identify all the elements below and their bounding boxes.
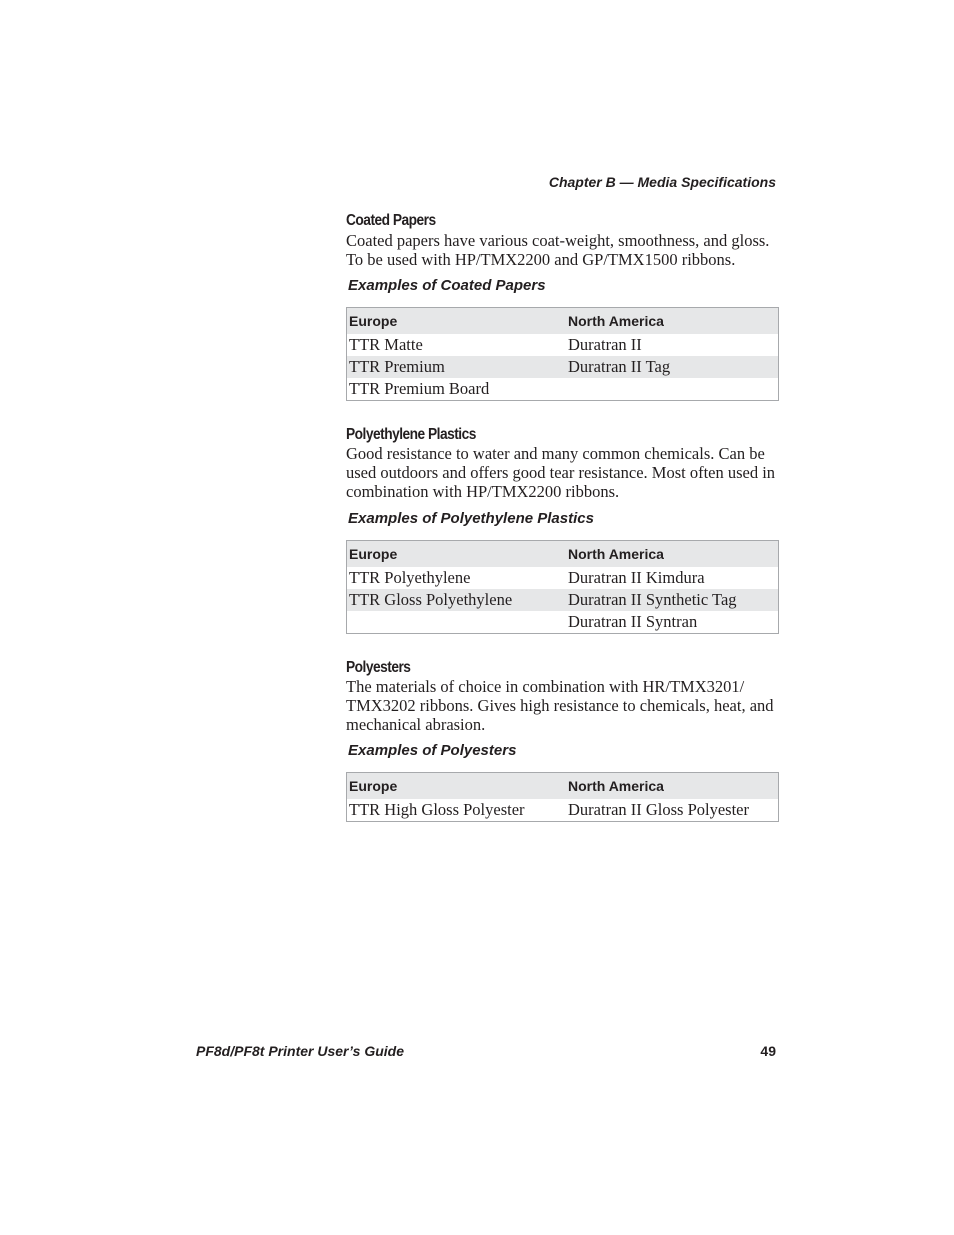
column-header-europe: Europe (349, 778, 398, 794)
section-body-polyethylene-plastics: Good resistance to water and many common chemicals. Can be used outdoors and offers good tear resistance. Most often used in combination with HP/TMX2200 ribbons. (346, 444, 776, 501)
table-header-row (347, 773, 778, 799)
running-head: Chapter B — Media Specifications (548, 174, 776, 190)
section-body-polyesters: The materials of choice in combination with HR/TMX3201/ TMX3202 ribbons. Gives high resistance to chemicals, heat, and mechanical abrasion. (346, 677, 774, 734)
section-title-coated-papers: Coated Papers (346, 212, 436, 229)
section-title-polyethylene-plastics: Polyethylene Plastics (346, 426, 476, 443)
table-caption-polyesters: Examples of Polyesters (348, 742, 517, 759)
cell-europe: TTR Premium Board (349, 379, 490, 398)
cell-europe: TTR Polyethylene (349, 568, 471, 587)
cell-north-america: Duratran II Syntran (568, 612, 698, 631)
table-row (347, 378, 778, 400)
footer-guide-title: PF8d/PF8t Printer User’s Guide (196, 1043, 404, 1059)
table-row (347, 356, 778, 378)
column-header-europe: Europe (349, 546, 398, 562)
table-polyethylene-plastics (346, 540, 779, 634)
table-row (347, 799, 778, 821)
table-header-row (347, 308, 778, 334)
cell-europe: TTR Matte (349, 335, 423, 354)
column-header-north-america: North America (568, 313, 664, 329)
table-caption-coated-papers: Examples of Coated Papers (348, 277, 546, 294)
table-row (347, 611, 778, 633)
table-row (347, 334, 778, 356)
table-polyesters (346, 772, 779, 822)
cell-north-america: Duratran II Tag (568, 357, 671, 376)
section-body-coated-papers: Coated papers have various coat-weight, smoothness, and gloss. To be used with HP/TMX2200 and GP/TMX1500 ribbons. (346, 231, 770, 269)
cell-north-america: Duratran II (568, 335, 642, 354)
table-coated-papers (346, 307, 779, 401)
column-header-europe: Europe (349, 313, 398, 329)
table-row (347, 567, 778, 589)
table-caption-polyethylene-plastics: Examples of Polyethylene Plastics (348, 510, 594, 527)
section-title-polyesters: Polyesters (346, 659, 411, 676)
page-number: 49 (760, 1043, 776, 1059)
cell-europe: TTR Gloss Polyethylene (349, 590, 513, 609)
cell-europe: TTR High Gloss Polyester (349, 800, 525, 819)
column-header-north-america: North America (568, 778, 664, 794)
cell-north-america: Duratran II Gloss Polyester (568, 800, 750, 819)
column-header-north-america: North America (568, 546, 664, 562)
cell-north-america: Duratran II Synthetic Tag (568, 590, 737, 609)
cell-europe: TTR Premium (349, 357, 445, 376)
cell-north-america: Duratran II Kimdura (568, 568, 705, 587)
table-header-row (347, 541, 778, 567)
table-row (347, 589, 778, 611)
